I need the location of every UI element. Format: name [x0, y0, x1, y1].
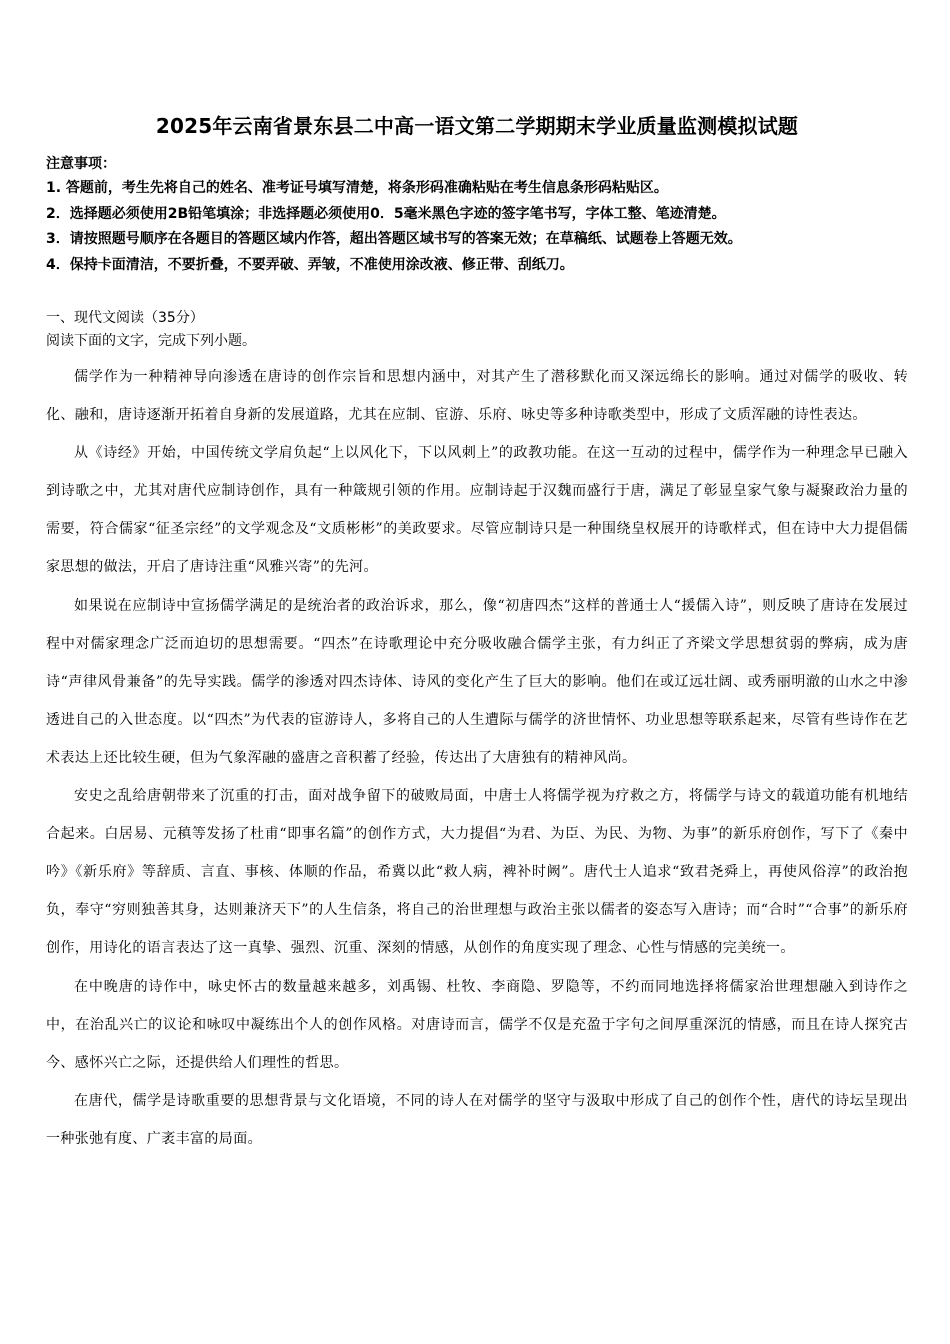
- notice-block: [46, 152, 908, 278]
- notice-item-4: 4．保持卡面清洁，不要折叠，不要弄破、弄皱，不准使用涂改液、修正带、刮纸刀。: [46, 256, 574, 273]
- passage-paragraph-6: 在唐代，儒学是诗歌重要的思想背景与文化语境，不同的诗人在对儒学的坚守与汲取中形成了自己的创作个性，唐代的诗坛呈现出一种张弛有度、广袤丰富的局面。: [46, 1092, 908, 1147]
- passage-paragraph-2: 从《诗经》开始，中国传统文学肩负起“上以风化下，下以风刺上”的政教功能。在这一互动的过程中，儒学作为一种理念早已融入到诗歌之中，尤其对唐代应制诗创作，具有一种箴规引领的作用。应制诗起于汉魏而盛行于唐，满足了彰显皇家气象与凝聚政治力量的需要，符合儒家“征圣宗经”的文学观念及“文质彬彬”的美政要求。尽管应制诗只是一种围绕皇权展开的诗歌样式，但在诗中大力提倡儒家思想的做法，开启了唐诗注重“风雅兴寄”的先河。: [46, 445, 908, 576]
- notice-item-1: 1. 答题前，考生先将自己的姓名、准考证号填写清楚，将条形码准确粘贴在考生信息条形码粘贴区。: [46, 180, 668, 196]
- reading-section: [46, 306, 908, 1158]
- notice-item-2: 2．选择题必须使用2B铅笔填涂；非选择题必须使用0．5毫米黑色字迹的签字笔书写，字体工整、笔迹清楚。: [46, 205, 726, 222]
- notice-item-3: 3．请按照题号顺序在各题目的答题区域内作答，超出答题区域书写的答案无效；在草稿纸、试题卷上答题无效。: [46, 231, 742, 247]
- section-instruction: 阅读下面的文字，完成下列小题。: [46, 333, 256, 349]
- exam-page: [46, 112, 908, 1158]
- passage-paragraph-5: 在中晚唐的诗作中，咏史怀古的数量越来越多，刘禹锡、杜牧、李商隐、罗隐等，不约而同地选择将儒家治世理想融入到诗作之中，在治乱兴亡的议论和咏叹中凝练出个人的创作风格。对唐诗而言，儒学不仅是充盈于字句之间厚重深沉的情感，而且在诗人探究古今、感怀兴亡之际，还提供给人们理性的哲思。: [46, 978, 908, 1071]
- notice-list: [46, 176, 908, 278]
- passage-paragraph-4: 安史之乱给唐朝带来了沉重的打击，面对战争留下的破败局面，中唐士人将儒学视为疗救之方，将儒学与诗文的载道功能有机地结合起来。白居易、元稹等发扬了杜甫“即事名篇”的创作方式，大力提倡“为君、为臣、为民、为物、为事”的新乐府创作，写下了《秦中吟》《新乐府》等辞质、言直、事核、体顺的作品，希冀以此“救人病，裨补时阙”。唐代士人追求“致君尧舜上，再使风俗淳”的政治抱负，奉守“穷则独善其身，达则兼济天下”的人生信条，将自己的治世理想与政治主张以儒者的姿态写入唐诗；而“合时”“合事”的新乐府创作，用诗化的语言表达了这一真挚、强烈、沉重、深刻的情感，从创作的角度实现了理念、心性与情感的完美统一。: [46, 788, 908, 957]
- notice-heading: 注意事项：: [46, 156, 116, 172]
- passage-paragraph-1: 儒学作为一种精神导向渗透在唐诗的创作宗旨和思想内涵中，对其产生了潜移默化而又深远绵长的影响。通过对儒学的吸收、转化、融和，唐诗逐渐开拓着自身新的发展道路，尤其在应制、宦游、乐府、咏史等多种诗歌类型中，形成了文质浑融的诗性表达。: [46, 369, 908, 424]
- section-heading: 一、现代文阅读（35分）: [46, 310, 204, 326]
- passage-paragraph-3: 如果说在应制诗中宣扬儒学满足的是统治者的政治诉求，那么，像“初唐四杰”这样的普通士人“援儒入诗”，则反映了唐诗在发展过程中对儒家理念广泛而迫切的思想需要。“四杰”在诗歌理论中充分吸收融合儒学主张，有力纠正了齐梁文学思想贫弱的弊病，成为唐诗“声律风骨兼备”的先导实践。儒学的渗透对四杰诗体、诗风的变化产生了巨大的影响。他们在或辽远壮阔、或秀丽明澈的山水之中渗透进自己的入世态度。以“四杰”为代表的宦游诗人，多将自己的人生遭际与儒学的济世情怀、功业思想等联系起来，尽管有些诗作在艺术表达上还比较生硬，但为气象浑融的盛唐之音积蓄了经验，传达出了大唐独有的精神风尚。: [46, 597, 908, 766]
- page-title: 2025年云南省景东县二中高一语文第二学期期末学业质量监测模拟试题: [155, 114, 799, 138]
